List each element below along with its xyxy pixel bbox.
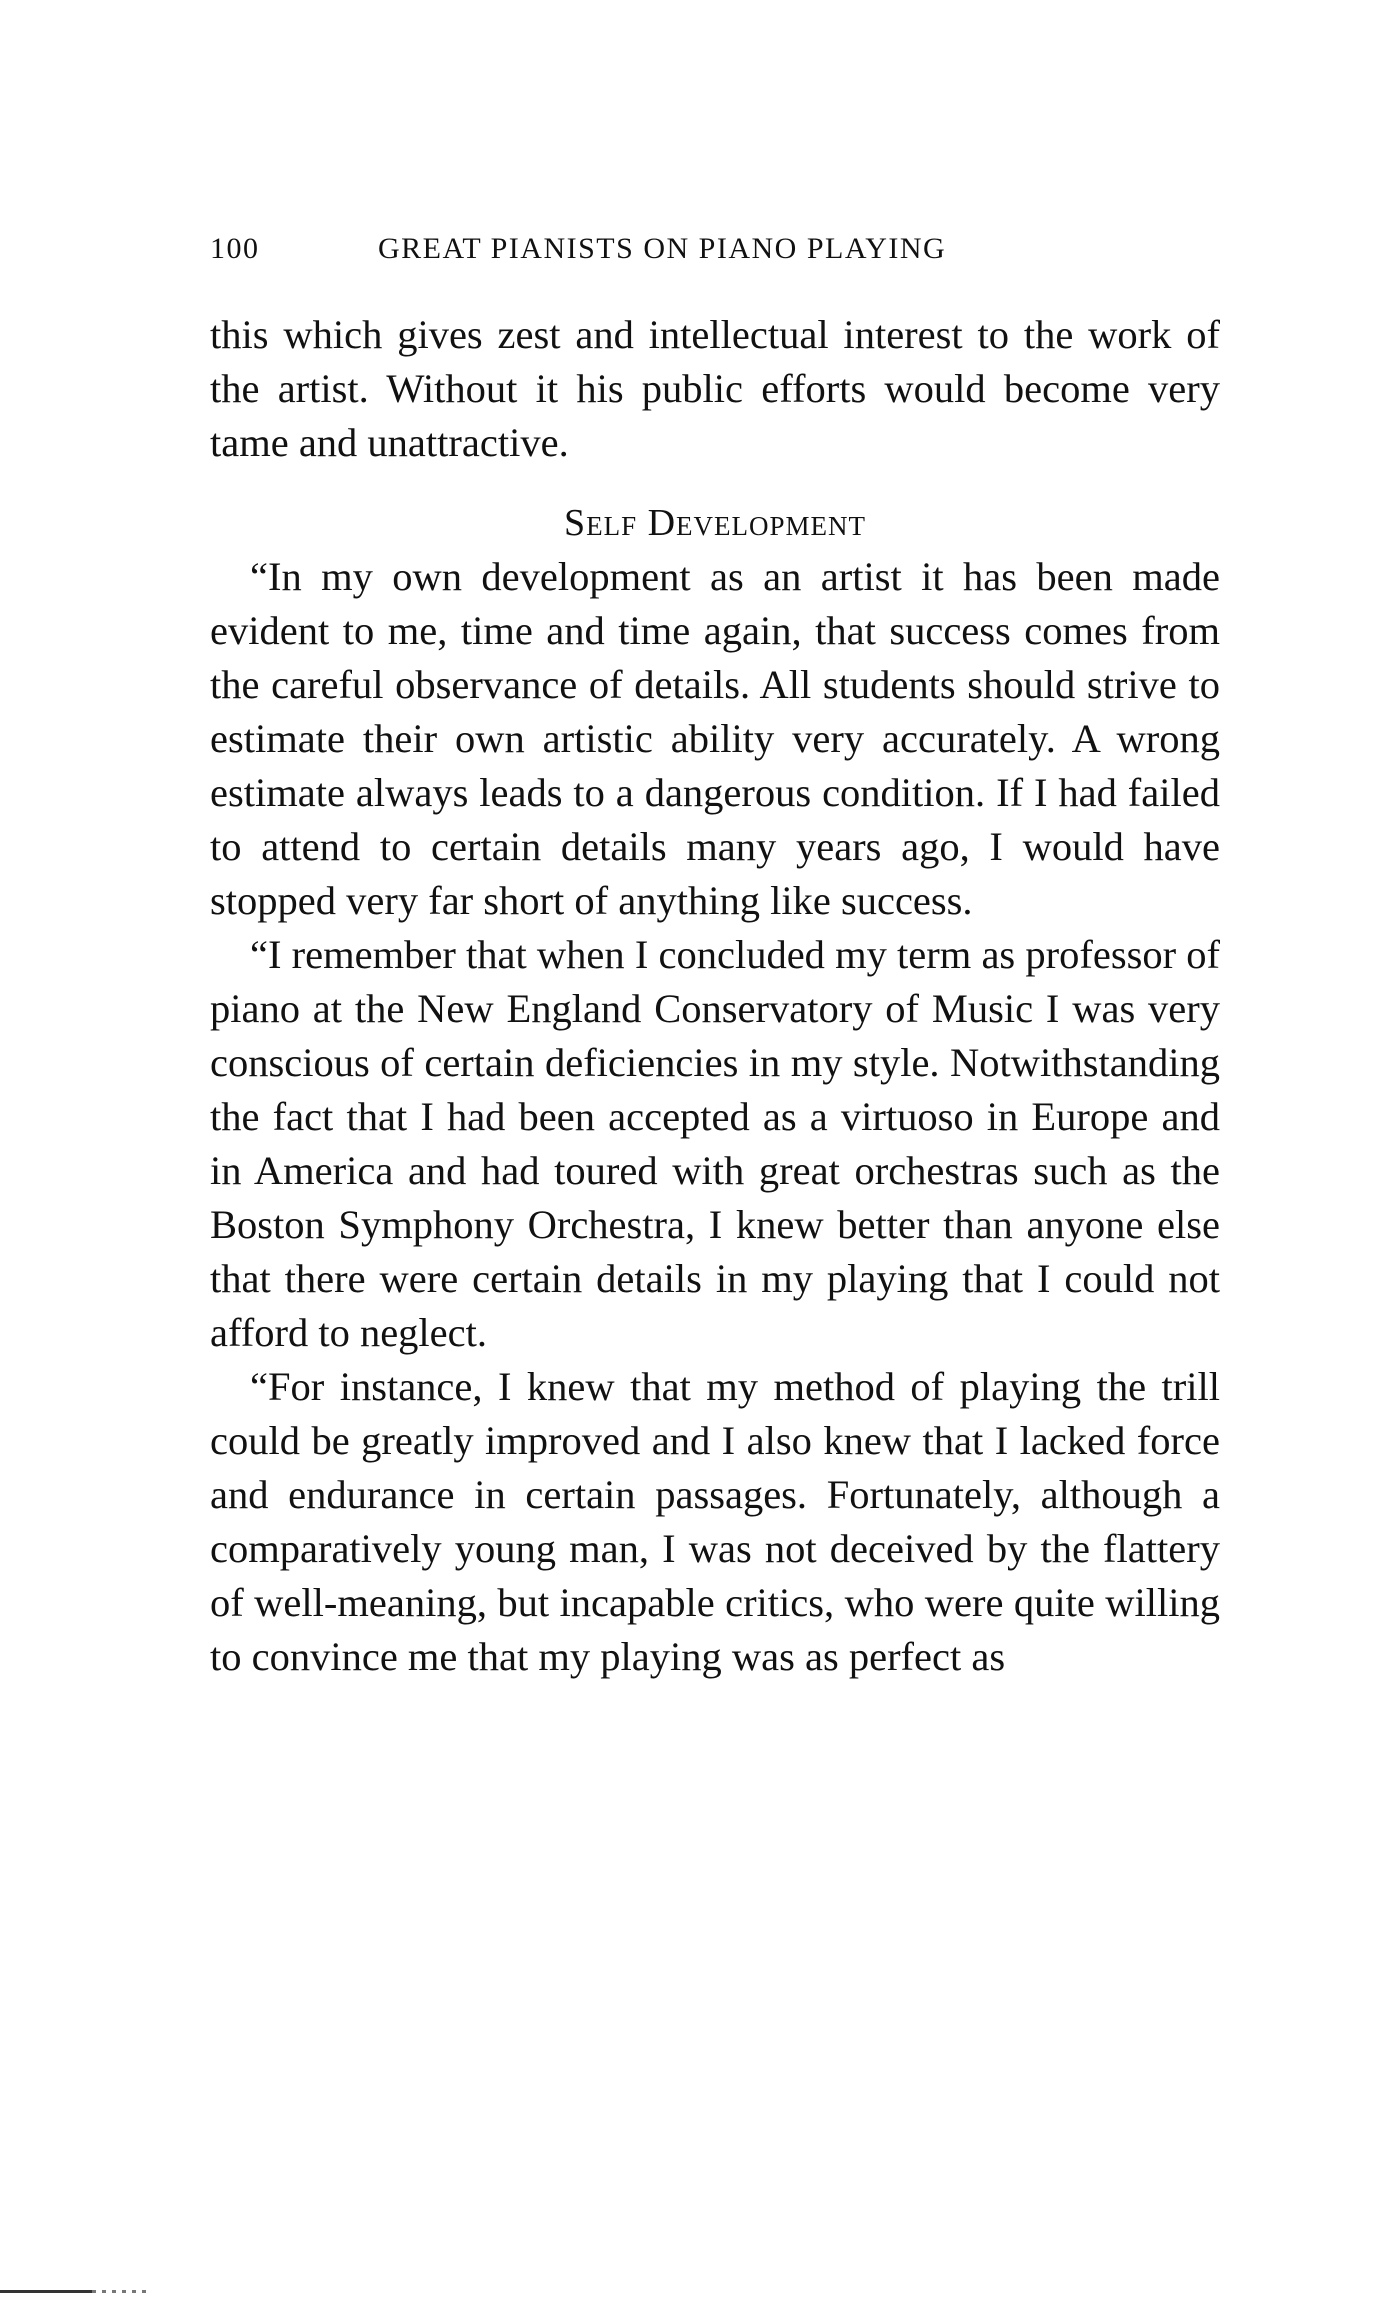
- paragraph: “I remember that when I concluded my term as professor of piano at the New England Conservatory of Music I was very conscious of certain deficiencies in my style. Notwithstanding the fact that I had been accepted as a virtuoso in Europe and in America and had toured with great orchestras such as the Boston Symphony Orchestra, I knew better than anyone else that there were certain details in my playing that I could not afford to neglect.: [210, 932, 1220, 1355]
- page-header: [210, 226, 1220, 272]
- paragraph: “In my own development as an artist it has been made evident to me, time and time again, that success comes from the careful observance of details. All students should strive to estimate their own artistic ability very accurately. A wrong estimate always leads to a dangerous condition. If I had failed to attend to certain details many years ago, I would have stopped very far short of anything like success.: [210, 554, 1220, 923]
- page-number: 100: [210, 232, 260, 265]
- paragraph: “For instance, I knew that my method of playing the trill could be greatly improved and I also knew that I lacked force and endurance in certain passages. Fortunately, although a comparatively young man, I was not deceived by the flattery of well-meaning, but incapable critics, who were quite willing to convince me that my playing was as perfect as: [210, 1364, 1220, 1679]
- running-head: GREAT PIANISTS ON PIANO PLAYING: [378, 232, 947, 265]
- section-heading: Self Development: [563, 502, 867, 544]
- scan-edge-rule: [0, 2290, 92, 2293]
- body-text: [210, 308, 1220, 1684]
- paragraph-continued: this which gives zest and intellectual interest to the work of the artist. Without it his public efforts would become very tame and unattractive.: [210, 312, 1220, 465]
- scan-edge-dots: [92, 2290, 152, 2293]
